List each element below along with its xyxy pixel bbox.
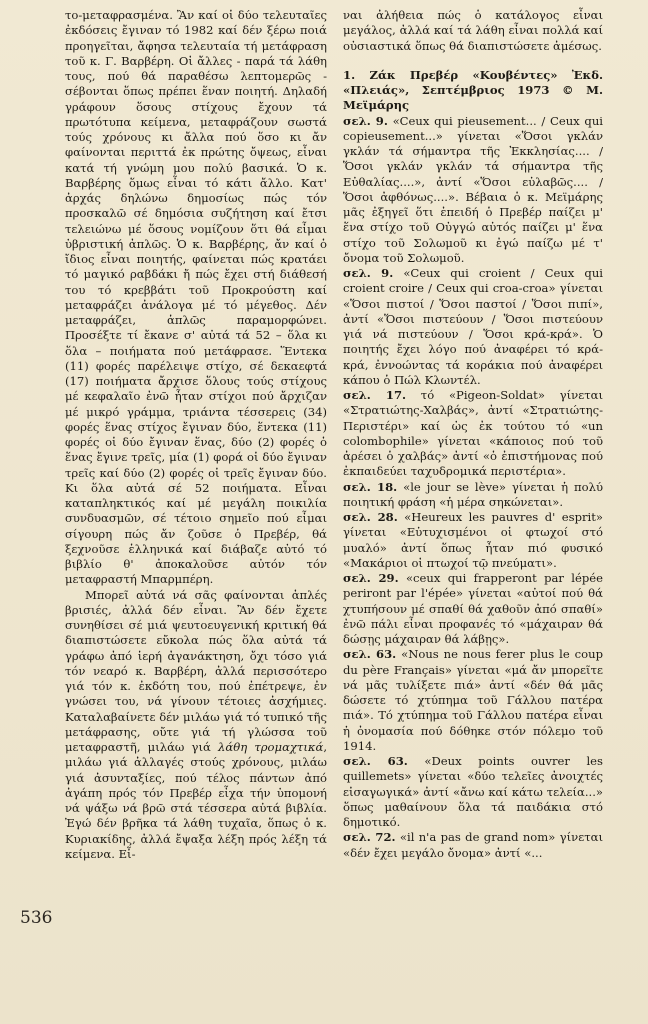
entry-label: σελ. 18. — [343, 479, 398, 494]
entry-page-9-b — [343, 266, 603, 388]
entry-text: τό «Pigeon-Soldat» γίνεται «Στρατιώτης-Χαλβάς», ἀντί «Στρατιώτης-Περιστέρι» καί ὡς ἐκ τούτου τό «un colombophile» γίνεται «κάποιος πού τοῦ ἀρέσει ὁ χαλβάς» ἀντί «ὁ ἐπιστήμονας πού ἐκπαιδεύει ταχυδρομικά περιστέρια». — [343, 388, 604, 479]
entry-text: «Nous ne nous ferer plus le coup du père Français» γίνεται «μά ἄν μπορεῖτε νά μᾶς τυλίξετε πιά» ἀντί «δέν θά μᾶς δώσετε τό χτύπημα τοῦ Γάλλου πατέρα πιά». Τό χτύπημα τοῦ Γάλλου πατέρα εἶναι ἡ ὀνομασία πού δόθηκε στόν πόλεμο τοῦ 1914. — [343, 647, 604, 753]
entry-page-18 — [343, 480, 603, 511]
left-paragraph-2-italic: λάθη τρομαχτικά — [218, 740, 324, 754]
entry-page-9-a — [343, 114, 603, 267]
entry-page-63-b — [343, 754, 603, 830]
entry-label: σελ. 17. — [343, 388, 407, 402]
entry-text: «Heureux les pauvres d' esprit» γίνεται «Εὐτυχισμένοι οἱ φτωχοί στό μυαλό» ἀντί ὅπως ἦταν πιό φυσικό «Μακάριοι οἱ πτωχοί τῷ πνεύματι». — [343, 510, 603, 570]
entry-text: «le jour se lève» γίνεται ἡ πολύ ποιητική φράση «ἡ μέρα σηκώνεται». — [343, 479, 604, 509]
left-column — [65, 8, 327, 862]
entry-page-28 — [343, 510, 603, 571]
entry-label: σελ. 28. — [343, 510, 398, 524]
entry-label: σελ. 9. — [343, 266, 394, 280]
entry-page-72 — [343, 830, 603, 861]
entry-label: σελ. 29. — [343, 571, 399, 585]
entry-label: σελ. 63. — [343, 754, 408, 768]
entry-text: «Ceux qui croient / Ceux qui croient croire / Ceux qui croa-croa» γίνεται «Ὅσοι πιστοί / Ὅσοι παστοί / Ὅσοι πιπί», ἀντί «Ὅσοι πιστεύουν / Ὅσοι πιστεύουν γιά νά πιστεύουν / Ὅσοι κρά-κρά». Ὁ ποιητής ἔχει λόγο πού ἀναφέρει τό κρά-κρά, ἐννοώντας τά κοράκια πού ἀναφέρει κάπου ὁ Πώλ Κλωντέλ. — [343, 266, 603, 387]
entry-label: σελ. 72. — [343, 830, 396, 845]
entry-page-29 — [343, 571, 603, 647]
entry-page-17 — [343, 388, 603, 480]
entry-label: σελ. 63. — [343, 647, 397, 662]
entry-text: «il n'a pas de grand nom» γίνεται «δέν ἔχει μεγάλο ὄνομα» ἀντί «... — [343, 830, 603, 860]
right-column — [343, 8, 603, 861]
section-heading: 1. Ζάκ Πρεβέρ «Κουβέντες» Ἐκδ. «Πλειάς», Σεπτέμβριος 1973 © Μ. Μεϊμάρης — [343, 67, 603, 113]
left-paragraph-1: το-μεταφρασμένα. Ἂν καί οἱ δύο τελευταῖες ἐκδόσεις ἔγιναν τό 1982 καί δέν ξέρω ποιά προηγεῖται, ἄφησα τελευταία τή μετάφραση τοῦ κ. Γ. Βαρβέρη. Οἱ ἄλλες - παρά τά λάθη τους, πού θά παραθέσω λεπτομερῶς - σέβονται ὅπως πρέπει ἕναν ποιητή. Δηλαδή γράφουν ὅσους στίχους ἔχουν τά πρωτότυπα κείμενα, μεταφράζουν σωστά τούς χρόνους κι ἄλλα πού ὅσο κι ἄν φαίνονται περιττά ἐκ πρώτης ὄψεως, εἶναι κατά τή γνώμη μου πολύ βασικά. Ὁ κ. Βαρβέρης ὅμως εἶναι τό κάτι ἄλλο. Κατ' ἀρχάς δηλώνω δημοσίως πώς τόν προσκαλῶ σέ δημόσια συζήτηση καί ἔτσι τελειώνω μέ ὅσους νομίζουν ὅτι θά εἶμαι ὑβριστική ἀπλῶς. Ὁ κ. Βαρβέρης, ἄν καί ὁ ἴδιος εἶναι ποιητής, φαίνεται πώς κρατάει τό μαγικό ραβδάκι ἤ πώς ἔχει στή διάθεσή του τό κρεββάτι τοῦ Προκρούστη καί μεταφράζει ἀνάλογα μέ τό μέγεθος. Δέν μεταφράζει, ἁπλῶς παραμορφώνει. Προσέξτε τί ἔκανε σ' αὐτά τά 52 – ὅλα κι ὅλα – ποιήματα πού μετάφρασε. Ἕντεκα (11) φορές παρέλειψε στίχο, σέ δεκαεφτά (17) ποιήματα ἄρχισε ὅλους τούς στίχους μέ κεφαλαῖο ἐνῶ ἦταν στίχοι πού ἄρχιζαν μέ μικρό γράμμα, τριάντα τέσσερεις (34) φορές ἕνας στίχος ἔγιναν δύο, ἕντεκα (11) φορές οἱ δύο ἔγιναν ἕνας, δύο (2) φορές ὁ ἕνας ἔγινε τρεῖς, μία (1) φορά οἱ δύο ἔγιναν τρεῖς καί δύο (2) φορές οἱ τρεῖς ἔγιναν δύο. Κι ὅλα αὐτά σέ 52 ποιήματα. Εἶναι καταπληκτικός καί μέ μεγάλη ποικιλία συνδυασμῶν, σέ τέτοιο σημεῖο πού εἶμαι σίγουρη πώς ἄν ζοῦσε ὁ Πρεβέρ, θά ξεχνοῦσε ἑλληνικά καί διάβαζε αὐτό τό βιβλίο θ' ἀποκαλοῦσε αὐτόν τόν μεταφραστή Μπαρμπέρη. — [65, 8, 327, 587]
entry-text: «Deux points ouvrer les quillemets» γίνεται «δύο τελεῖες ἀνοιχτές εἰσαγωγικά» ἀντί «ἄνω καί κάτω τελεία...» ὅπως μαθαίνουν ὅλα τά παιδάκια στό δημοτικό. — [343, 754, 603, 829]
left-paragraph-2-text-b: , μιλάω γιά ἀλλαγές στούς χρόνους, μιλάω γιά ἀσυνταξίες, πού τέλος πάντων ἀπό ἀγάπη πρός τόν Πρεβέρ εἶχα τήν ὑπομονή νά ψάξω νά βρῶ στά τέσσερα αὐτά βιβλία. Ἐγώ δέν βρῆκα τά λάθη τυχαῖα, ὅπως ὁ κ. Κυριακίδης, ἀλλά ἔψαξα λέξη πρός λέξη τά κείμενα. Εἶ- — [65, 740, 327, 861]
entry-text: «ceux qui frapperont par lépée periront par l'épée» γίνεται «αὐτοί πού θά χτυπήσουν μέ σπαθί θά χαθοῦν ἀπό σπαθί» ἐνῶ πάλι εἶναι προφανές τό «μάχαιραν θά δώσῃς μάχαιραν θά λάβῃς». — [343, 571, 604, 646]
entry-label: σελ. 9. — [343, 113, 388, 128]
entry-page-63-a — [343, 647, 603, 754]
entry-text: «Ceux qui pieusement... / Ceux qui copieusement...» γίνεται «Ὅσοι γκλάν γκλάν τά σήμαντρα τῆς Ἐκκλησίας.... / Ὅσοι γκλάν γκλάν τά σήμαντρα τῆς Εὐθαλίας....», ἀντί «Ὅσοι εὐλαβῶς.... / Ὅσοι ἀφθόνως....». Βέβαια ὁ κ. Μεϊμάρης μᾶς ἐξηγεῖ ὅτι ἐπειδή ὁ Πρεβέρ παίζει μ' ἕνα στίχο τοῦ Οὐγγώ αὐτός παίζει μ' ἕνα στίχο τοῦ Σολωμοῦ κι ἐγώ παίζω μέ τ' ὄνομα τοῦ Σολωμοῦ. — [343, 113, 603, 265]
left-paragraph-2-text-a: Μπορεῖ αὐτά νά σᾶς φαίνονται ἁπλές βρισιές, ἀλλά δέν εἶναι. Ἂν δέν ἔχετε συνηθίσει σέ μιά ψευτοευγενική κριτική θά διαπιστώσετε εὔκολα πώς ὅλα αὐτά τά γράφω ἀπό ἱερή ἀγανάκτηση, ὄχι τόσο γιά τόν νεαρό κ. Βαρβέρη, ἀλλά περισσότερο γιά τόν κ. ἐκδότη του, πού ἐπέτρεψε, ἐν γνώσει του, νά γίνουν τέτοιες ἀσχήμιες. Καταλαβαίνετε δέν μιλάω γιά τό τυπικό τῆς μετάφρασης, οὔτε γιά τή γλώσσα τοῦ μεταφραστῆ, μιλάω γιά — [65, 587, 327, 754]
right-intro: ναι ἀλήθεια πώς ὁ κατάλογος εἶναι μεγάλος, ἀλλά καί τά λάθη εἶναι πολλά καί οὐσιαστικά ὅπως θά διαπιστώσετε ἀμέσως. — [343, 8, 603, 53]
left-paragraph-2 — [65, 588, 327, 863]
page-number: 536 — [20, 908, 53, 928]
